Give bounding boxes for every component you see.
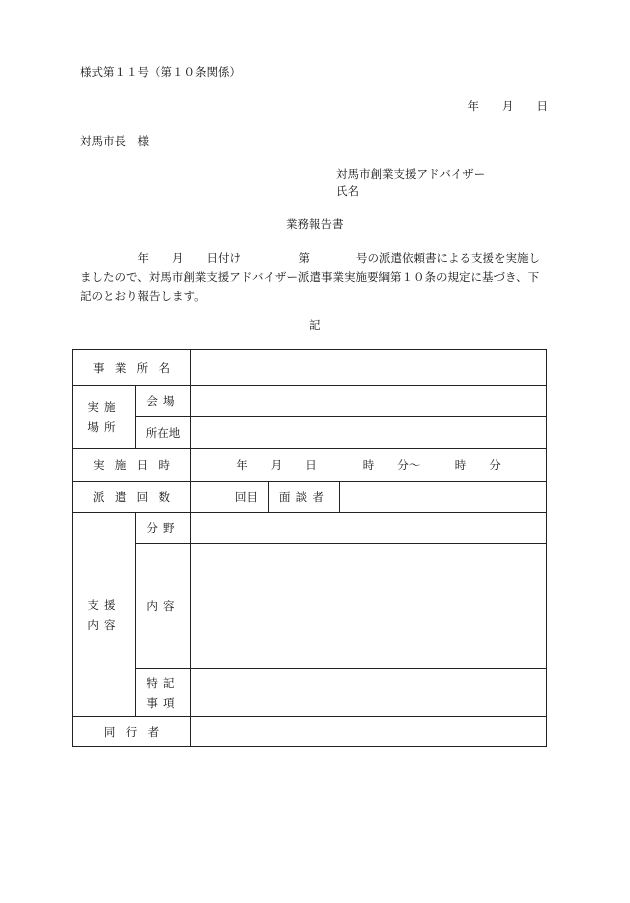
place-label [73, 386, 136, 449]
sender-org: 対馬市創業支援アドバイザー [336, 167, 486, 181]
datetime-label: 実施日時 [73, 449, 191, 482]
support-label-line: 内容 [87, 617, 121, 632]
interviewee-label: 面談者 [269, 482, 340, 513]
support-label-line: 支援 [87, 597, 121, 612]
body-line: ましたので、対馬市創業支援アドバイザー派遣事業実施要綱第１０条の規定に基づき、下 [80, 270, 540, 284]
table-row [73, 449, 547, 482]
field-value[interactable] [191, 513, 547, 544]
companion-label: 同行者 [73, 717, 191, 747]
dispatch-count-field[interactable]: 回目 [191, 482, 269, 513]
special-field[interactable] [191, 669, 547, 717]
companion-field[interactable] [191, 717, 547, 747]
support-label [73, 513, 136, 717]
place-label-line: 場所 [87, 420, 121, 434]
table-row [73, 386, 547, 417]
content-field[interactable] [191, 544, 547, 669]
place-label-line: 実施 [87, 400, 121, 414]
form-number: 様式第１１号（第１０条関係） [80, 65, 241, 79]
table-row [73, 717, 547, 747]
special-label-line: 事項 [146, 695, 180, 710]
body-paragraph [80, 249, 548, 306]
table-row [73, 350, 547, 386]
office-name-label: 事業所名 [73, 350, 191, 386]
report-table [72, 349, 547, 747]
office-name-field[interactable] [191, 350, 547, 386]
dispatch-count-label: 派遣回数 [73, 482, 191, 513]
body-line: 年 月 日付け 第 号の派遣依頼書による支援を実施し [80, 251, 540, 265]
venue-field[interactable] [191, 386, 547, 417]
address-field[interactable] [191, 417, 547, 449]
content-label: 内容 [136, 544, 191, 669]
body-line: 記のとおり報告します。 [80, 289, 206, 303]
table-row [73, 417, 547, 449]
document-title: 業務報告書 [286, 217, 344, 231]
table-row [73, 482, 547, 513]
ki-label: 記 [309, 318, 321, 332]
date-line: 年 月 日 [467, 99, 548, 113]
addressee: 対馬市長 様 [80, 134, 149, 148]
special-label-line: 特記 [146, 675, 180, 690]
field-label: 分野 [136, 513, 191, 544]
table-row [73, 513, 547, 544]
interviewee-field[interactable] [340, 482, 547, 513]
address-label: 所在地 [136, 417, 191, 449]
special-label [136, 669, 191, 717]
datetime-field[interactable]: 年 月 日 時 分～ 時 分 [191, 449, 547, 482]
venue-label: 会場 [136, 386, 191, 417]
table-row [73, 669, 547, 717]
table-row [73, 544, 547, 669]
sender-name-label: 氏名 [336, 184, 359, 198]
